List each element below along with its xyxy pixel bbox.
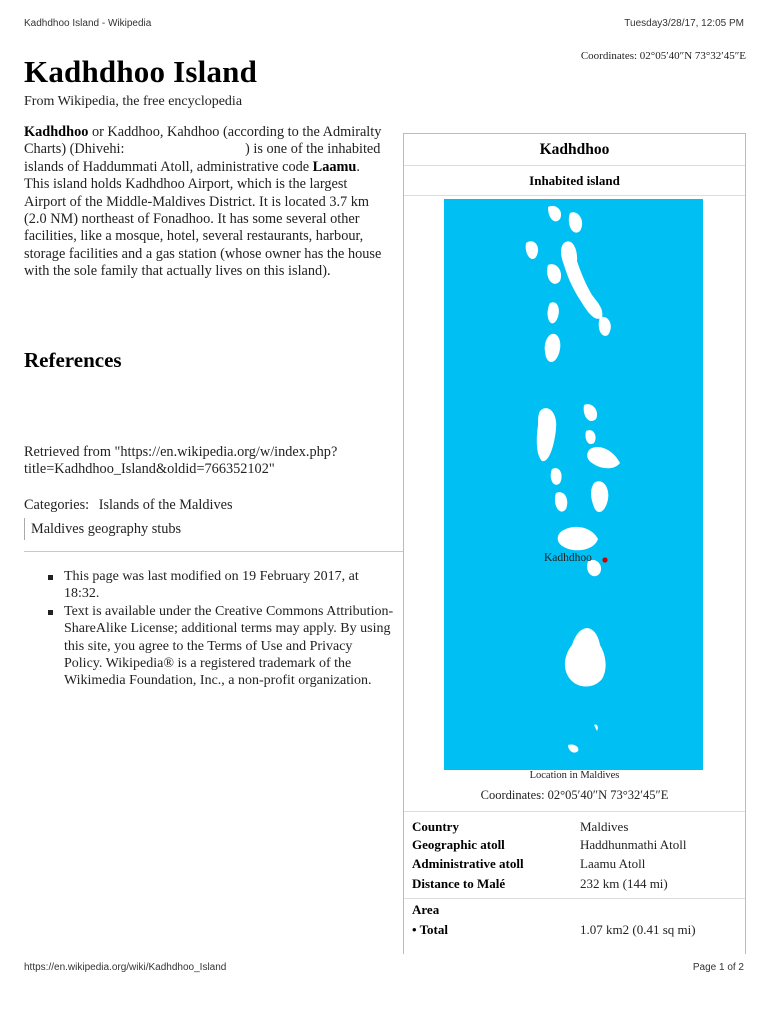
infobox-value[interactable]: Laamu Atoll bbox=[580, 856, 646, 871]
footer-item-last-modified: This page was last modified on 19 February 2017, at 18:32. bbox=[64, 568, 394, 603]
infobox-value[interactable]: Haddhunmathi Atoll bbox=[580, 837, 687, 852]
print-page-number: Page 1 of 2 bbox=[692, 962, 744, 973]
print-url: https://en.wikipedia.org/wiki/Kadhdhoo_Island bbox=[24, 962, 227, 973]
infobox-key: Country bbox=[412, 819, 459, 834]
infobox-key: Distance to Malé bbox=[412, 876, 506, 891]
intro-subject: Kadhdhoo bbox=[24, 124, 89, 140]
infobox-title: Kadhdhoo bbox=[404, 134, 745, 166]
category-link[interactable]: Maldives geography stubs bbox=[24, 518, 181, 540]
infobox-value: 1.07 km2 (0.41 sq mi) bbox=[580, 922, 696, 937]
title-coordinates[interactable]: Coordinates: 02°05′40″N 73°32′45″E bbox=[580, 50, 746, 62]
infobox-divider bbox=[404, 811, 745, 812]
infobox bbox=[403, 133, 746, 954]
print-page-title: Kadhdhoo Island - Wikipedia bbox=[24, 18, 152, 29]
category-link[interactable]: Islands of the Maldives bbox=[98, 497, 233, 513]
map-marker bbox=[602, 557, 607, 562]
intro-text-1: or Kaddhoo, Kahdhoo (according to the Admiralty Charts) (Dhivehi: bbox=[24, 124, 382, 158]
location-map-svg bbox=[444, 199, 703, 770]
infobox-value[interactable]: Maldives bbox=[580, 819, 629, 834]
infobox-key: • Total bbox=[412, 922, 448, 937]
categories-box bbox=[24, 494, 233, 540]
intro-paragraph bbox=[24, 124, 384, 281]
page-title: Kadhdhoo Island bbox=[24, 54, 258, 89]
footer-list bbox=[24, 568, 394, 690]
footer-item-license: Text is available under the Creative Commons Attribution-ShareAlike License; additional terms may apply. By using this site, you agree to the Terms of Use and Privacy Policy. Wikipedia® is a registered trademark of the Wikimedia Foundation, Inc., a non-profit organization. bbox=[64, 603, 394, 689]
references-heading: References bbox=[24, 348, 122, 372]
footer-divider bbox=[24, 551, 404, 552]
intro-text-2: ) is one of the inhabited islands of Haddummati Atoll, administrative code bbox=[24, 141, 381, 175]
infobox-row-geographic-atoll bbox=[412, 836, 737, 854]
infobox-key[interactable]: Geographic atoll bbox=[412, 837, 505, 852]
infobox-coordinates[interactable]: Coordinates: 02°05′40″N 73°32′45″E bbox=[480, 788, 669, 802]
site-tagline: From Wikipedia, the free encyclopedia bbox=[24, 94, 243, 109]
retrieved-from[interactable]: Retrieved from "https://en.wikipedia.org/w/index.php?title=Kadhdhoo_Island&oldid=766352102" bbox=[24, 444, 338, 478]
infobox-value: 232 km (144 mi) bbox=[580, 876, 668, 891]
intro-text-3: . This island holds Kadhdhoo Airport, which is the largest Airport of the Middle-Maldives District. It is located 3.7 km (2.0 NM) northeast of Fonadhoo. It has some several other facilities, like a mosque, hotel, several restaurants, harbour, storage facilities and a gas station (whose owner has the house with the sole family that actually lives on this island). bbox=[24, 158, 382, 280]
intro-admin-code[interactable]: Laamu bbox=[312, 158, 357, 175]
categories-label[interactable]: Categories: bbox=[24, 497, 90, 513]
print-header bbox=[24, 18, 744, 32]
infobox-key[interactable]: Administrative atoll bbox=[412, 856, 524, 871]
location-map[interactable] bbox=[444, 199, 703, 770]
print-datetime: Tuesday3/28/17, 12:05 PM bbox=[624, 18, 744, 29]
infobox-row-area-heading bbox=[412, 901, 737, 919]
infobox-subtitle: Inhabited island bbox=[404, 166, 745, 196]
infobox-row-administrative-atoll bbox=[412, 855, 737, 873]
infobox-row-area-total bbox=[412, 921, 737, 939]
infobox-divider bbox=[404, 898, 745, 899]
map-marker-label: Kadhdhoo bbox=[544, 552, 592, 564]
infobox-row-country bbox=[412, 818, 737, 836]
infobox-row-distance bbox=[412, 875, 737, 893]
map-caption: Location in Maldives bbox=[529, 770, 620, 781]
infobox-area-heading: Area bbox=[412, 902, 440, 917]
